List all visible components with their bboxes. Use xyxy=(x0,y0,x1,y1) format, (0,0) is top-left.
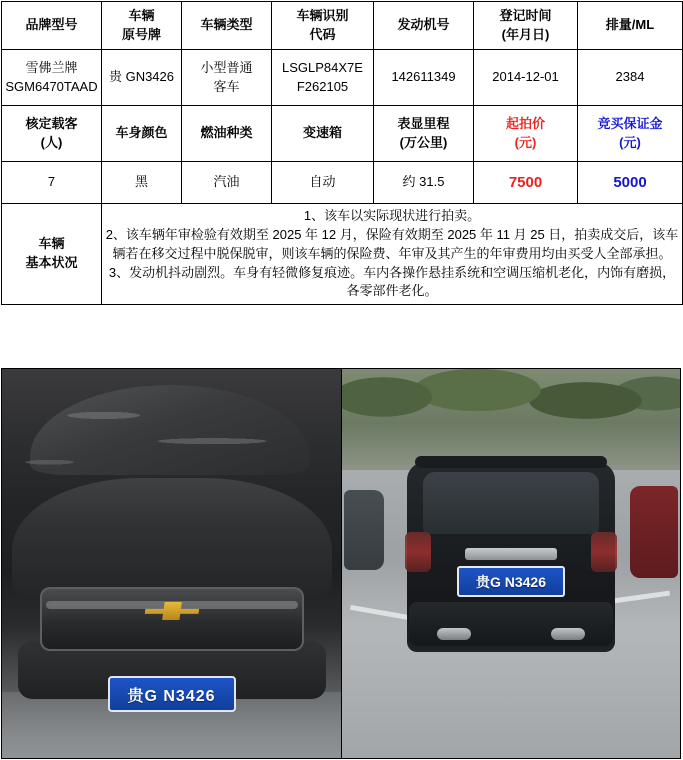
col-header-displacement: 排量/ML xyxy=(578,2,683,50)
rear-window xyxy=(423,472,599,534)
rear-license-plate: 贵G N3426 xyxy=(457,566,565,597)
exhaust-tip-left xyxy=(437,628,471,640)
col-header-fuel-type: 燃油种类 xyxy=(182,106,272,162)
adjacent-car-right xyxy=(630,486,678,578)
value-fuel-type: 汽油 xyxy=(182,162,272,204)
hood xyxy=(12,478,332,598)
value-transmission: 自动 xyxy=(272,162,374,204)
col-header-starting-price: 起拍价 (元) xyxy=(474,106,578,162)
value-deposit: 5000 xyxy=(578,162,683,204)
value-seating-capacity: 7 xyxy=(2,162,102,204)
col-header-vin: 车辆识别 代码 xyxy=(272,2,374,50)
col-header-original-plate: 车辆 原号牌 xyxy=(102,2,182,50)
condition-text xyxy=(102,204,683,305)
value-registration-date: 2014-12-01 xyxy=(474,50,578,106)
value-original-plate: 贵 GN3426 xyxy=(102,50,182,106)
value-vehicle-type: 小型普通 客车 xyxy=(182,50,272,106)
value-engine-number: 142611349 xyxy=(374,50,474,106)
col-header-vehicle-type: 车辆类型 xyxy=(182,2,272,50)
exhaust-tip-right xyxy=(551,628,585,640)
adjacent-car-left xyxy=(344,490,384,570)
col-header-registration-date: 登记时间 (年月日) xyxy=(474,2,578,50)
col-header-body-color: 车身颜色 xyxy=(102,106,182,162)
rear-of-vehicle xyxy=(407,462,615,652)
roof-spoiler xyxy=(415,456,607,468)
condition-item-1: 1、该车以实际现状进行拍卖。 xyxy=(303,208,481,223)
col-header-seating-capacity: 核定载客 (人) xyxy=(2,106,102,162)
tailgate-trim xyxy=(465,548,557,560)
table-condition-row xyxy=(2,204,683,305)
value-brand-model: 雪佛兰牌 SGM6470TAAD xyxy=(2,50,102,106)
col-header-engine-number: 发动机号 xyxy=(374,2,474,50)
value-vin: LSGLP84X7E F262105 xyxy=(272,50,374,106)
condition-item-2: 2、该车辆年审检验有效期至 2025 年 12 月，保险有效期至 2025 年 11 月 25 日，拍卖成交后，该车辆若在移交过程中脱保脱审，则该车辆的保险费、年审及其产生的年审费用均由买受人全部承担。 xyxy=(105,226,679,261)
tail-light-left xyxy=(405,532,431,572)
table-value-row-1 xyxy=(2,50,683,106)
condition-item-3: 3、发动机抖动剧烈。车身有轻微修复痕迹。车内各操作悬挂系统和空调压缩机老化，内饰有磨损，各零部件老化。 xyxy=(108,264,676,299)
table-header-row-2 xyxy=(2,106,683,162)
condition-label: 车辆 基本状况 xyxy=(2,204,102,305)
front-license-plate: 贵G N3426 xyxy=(108,676,236,712)
col-header-transmission: 变速箱 xyxy=(272,106,374,162)
vehicle-rear-photo xyxy=(341,368,681,759)
table-header-row-1 xyxy=(2,2,683,50)
vehicle-front-photo xyxy=(1,368,342,759)
value-starting-price: 7500 xyxy=(474,162,578,204)
vehicle-info-table xyxy=(1,1,683,305)
foliage xyxy=(342,369,680,439)
vehicle-auction-sheet xyxy=(0,1,683,760)
col-header-deposit: 竞买保证金 (元) xyxy=(578,106,683,162)
value-odometer: 约 31.5 xyxy=(374,162,474,204)
col-header-odometer: 表显里程 (万公里) xyxy=(374,106,474,162)
table-value-row-2 xyxy=(2,162,683,204)
tail-light-right xyxy=(591,532,617,572)
col-header-brand-model: 品牌型号 xyxy=(2,2,102,50)
value-body-color: 黑 xyxy=(102,162,182,204)
value-displacement: 2384 xyxy=(578,50,683,106)
photo-row xyxy=(1,368,682,759)
